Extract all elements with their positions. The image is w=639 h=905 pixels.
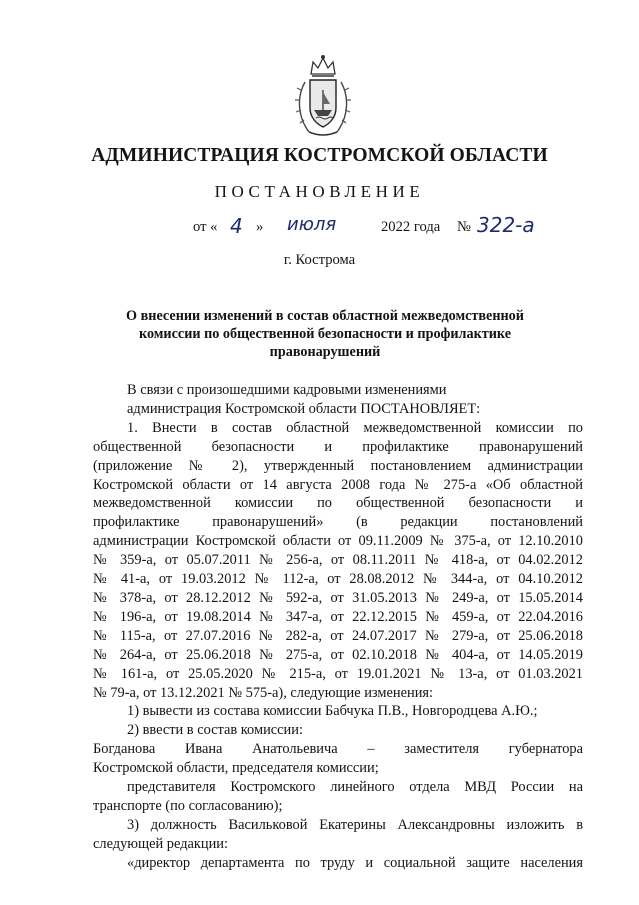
body-line: транспорте (по согласованию); — [93, 797, 283, 814]
body-line: № 196-а, от 19.08.2014 № 347-а, от 22.12.2015 № 459-а, от 22.04.2016 — [93, 608, 583, 625]
date-prefix: от « — [193, 219, 218, 235]
body-line: 3) должность Васильковой Екатерины Александровны изложить в — [127, 816, 583, 833]
body-line: 1. Внести в состав областной межведомственной комиссии по — [127, 419, 583, 436]
document-type: ПОСТАНОВЛЕНИЕ — [214, 182, 425, 201]
body-line: № 79-а, от 13.12.2021 № 575-а), следующие изменения: — [93, 684, 434, 701]
body-line: межведомственной комиссии по общественной безопасности и — [93, 495, 583, 512]
body-line: администрации Костромской области от 09.11.2009 № 375-а, от 12.10.2010 — [93, 533, 583, 550]
city: г. Кострома — [283, 252, 356, 268]
date-close-quote: » — [256, 219, 264, 235]
body-line: Костромской области от 14 августа 2008 года № 275-а «Об областной — [93, 476, 583, 493]
body-line: следующей редакции: — [93, 835, 228, 852]
date-day-handwritten: 4 — [230, 214, 243, 238]
body-line: «директор департамента по труду и социальной защите населения — [127, 854, 583, 871]
body-line: Костромской области, председателя комиссии; — [93, 760, 379, 777]
body-line: № 115-а, от 27.07.2016 № 282-а, от 24.07.2017 № 279-а, от 25.06.2018 — [93, 627, 583, 644]
body-line: (приложение № 2), утвержденный постановлением администрации — [93, 457, 583, 474]
number-prefix: № — [457, 219, 471, 235]
date-year: 2022 года — [381, 219, 441, 235]
body-line: В связи с произошедшими кадровыми изменениями — [127, 382, 447, 398]
body-line: Богданова Ивана Анатольевича – заместителя губернатора — [93, 741, 583, 758]
body-line: 2) ввести в состав комиссии: — [127, 722, 303, 739]
body-line: профилактике правонарушений» (в редакции постановлений — [93, 514, 583, 531]
document-title — [100, 307, 550, 361]
document-body — [93, 381, 583, 873]
title-line: правонарушений — [269, 344, 381, 360]
body-line: № 41-а, от 19.03.2012 № 112-а, от 28.08.2012 № 344-а, от 04.10.2012 — [93, 571, 583, 588]
organization-name: АДМИНИСТРАЦИЯ КОСТРОМСКОЙ ОБЛАСТИ — [91, 145, 548, 166]
title-line: О внесении изменений в состав областной межведомственной — [126, 308, 524, 324]
title-line: комиссии по общественной безопасности и профилактике — [138, 326, 512, 342]
body-line: общественной безопасности и профилактике правонарушений — [93, 438, 583, 455]
coat-of-arms-emblem — [291, 52, 355, 142]
date-month-handwritten: июля — [287, 214, 337, 235]
body-line: № 264-а, от 25.06.2018 № 275-а, от 02.10.2018 № 404-а, от 14.05.2019 — [93, 646, 583, 663]
body-line: администрация Костромской области ПОСТАНОВЛЯЕТ: — [127, 400, 481, 417]
body-line: 1) вывести из состава комиссии Бабчука П.В., Новгородцева А.Ю.; — [127, 703, 538, 720]
body-line: № 359-а, от 05.07.2011 № 256-а, от 08.11.2011 № 418-а, от 04.02.2012 — [93, 552, 583, 569]
document-number-handwritten: 322-а — [477, 213, 535, 237]
body-line: № 161-а, от 25.05.2020 № 215-а, от 19.01.2021 № 13-а, от 01.03.2021 — [93, 665, 583, 682]
body-line: представителя Костромского линейного отдела МВД России на — [127, 779, 583, 796]
body-line: № 378-а, от 28.12.2012 № 592-а, от 31.05.2013 № 249-а, от 15.05.2014 — [93, 589, 583, 606]
